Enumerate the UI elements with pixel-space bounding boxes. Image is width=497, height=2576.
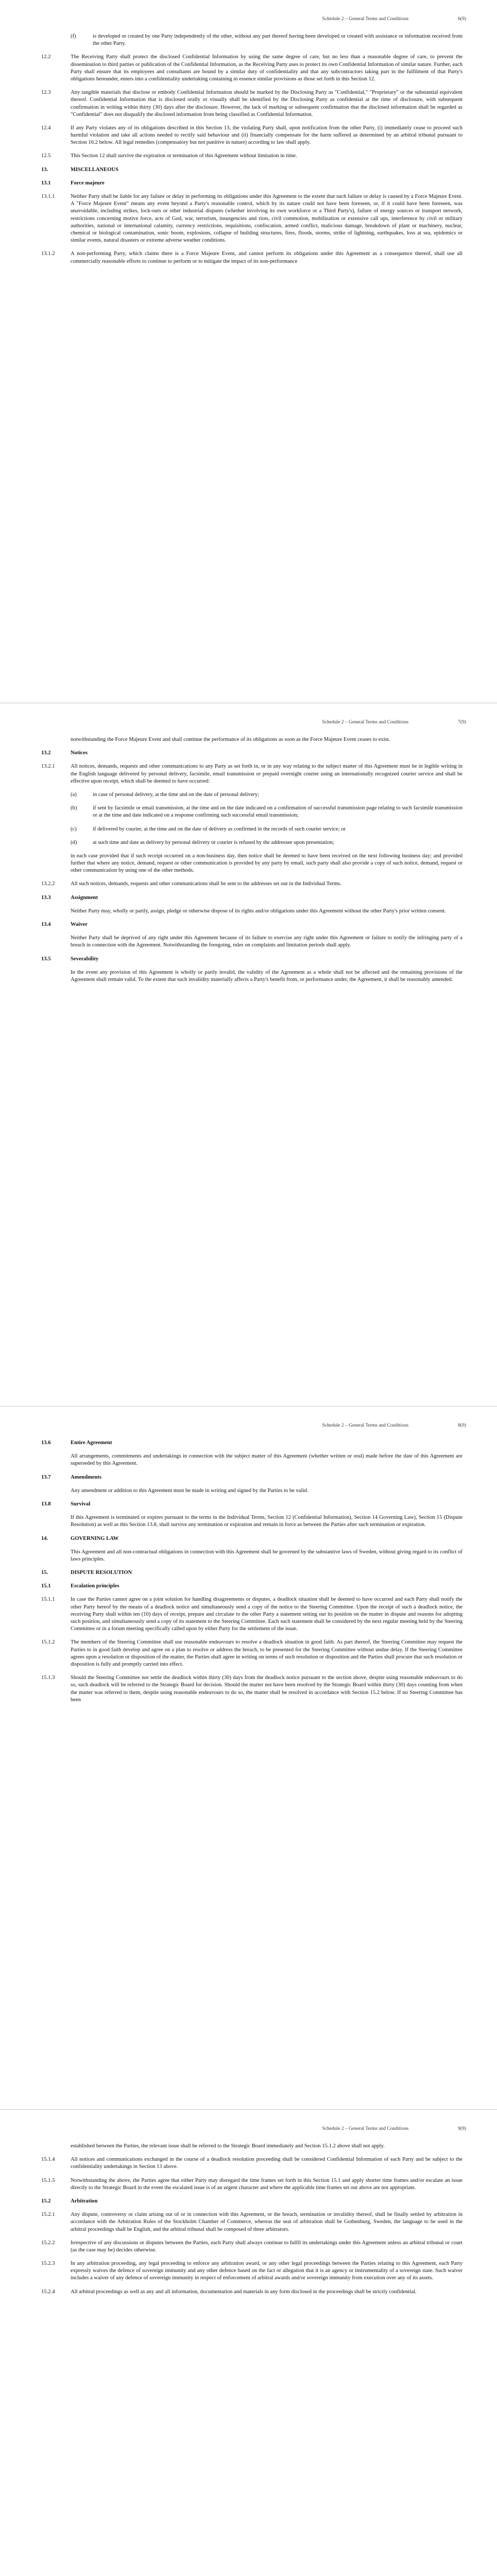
clause-number: 15.1.2 bbox=[41, 1639, 55, 1646]
section-heading bbox=[41, 1535, 462, 1543]
clause-paragraph bbox=[41, 193, 462, 244]
clause-paragraph bbox=[41, 1596, 462, 1633]
clause-text: Irrespective of any discussions or disputes between the Parties, each Party shall always continue to fulfil its undertakings under this Agreement unless an arbitral tribunal or court (as the case may be) decides otherwise. bbox=[71, 2240, 462, 2253]
page-body bbox=[41, 1439, 462, 1710]
list-item bbox=[71, 805, 462, 819]
clause-text: is developed or created by one Party independently of the other, without any part thereof having been developed or created with assistance or information received from the other Party. bbox=[93, 33, 462, 47]
clause-text: If this Agreement is terminated or expires pursuant to the terms in the Individual Terms, Section 12 (Confidential Information), Section 14 Governing Law), Section 15 (Dispute Resolution) as well as this Section 13.8, shall survive any termination or expiration and remain in force as between the Parties after such termination or expiration. bbox=[71, 1515, 462, 1528]
clause-text: MISCELLANEOUS bbox=[71, 166, 119, 173]
clause-heading bbox=[41, 1474, 462, 1481]
clause-heading bbox=[41, 894, 462, 902]
page bbox=[0, 703, 497, 1406]
clause-paragraph bbox=[41, 125, 462, 147]
clause-paragraph bbox=[41, 2143, 462, 2150]
clause-number: (a) bbox=[71, 791, 77, 798]
clause-number: (d) bbox=[71, 839, 77, 845]
page bbox=[0, 0, 497, 703]
clause-heading bbox=[41, 1501, 462, 1508]
clause-text: Survival bbox=[71, 1501, 91, 1507]
clause-text: All arrangements, commitments and undertakings in connection with the subject matter of this Agreement (whether written or oral) made before the date of this Agreement are superseded by this Agreement. bbox=[71, 1453, 462, 1467]
clause-text: In the event any provision of this Agreement is wholly or partly invalid, the validity of the Agreement as a whole shall not be affected and the remaining provisions of the Agreement shall remain valid. To the extent that such invalidity materially affects a Party's benefit from, or performance under, the Agreement, it shall be reasonably amended. bbox=[71, 969, 462, 982]
clause-text: Notwithstanding the above, the Parties agree that either Party may disregard the time frames set forth in this Section 15.1 and apply shorter time frames and/or escalate an issue directly to the Strategic Board in the event the escalated issue is of an urgent character and where the applicable time frames set out above are not appropriate. bbox=[71, 2177, 462, 2191]
clause-paragraph bbox=[41, 880, 462, 888]
clause-paragraph bbox=[41, 2211, 462, 2233]
clause-text: at such time and date as delivery by personal delivery or courier is refused by the addressee upon presentation; bbox=[93, 839, 334, 845]
clause-text: Waiver bbox=[71, 922, 88, 927]
clause-number: 13.6 bbox=[41, 1440, 51, 1446]
clause-paragraph bbox=[41, 908, 462, 915]
clause-text: Neither Party shall be deprived of any right under this Agreement because of its failure to exercise any right under this Agreement or failure to notify the infringing party of a breach in connection with the Agreement. Notwithstanding the foregoing, rules on complaints and limitation periods shall apply. bbox=[71, 935, 462, 948]
clause-text: Notices bbox=[71, 750, 88, 756]
header-title: Schedule 2 – General Terms and Conditions bbox=[322, 16, 409, 22]
clause-text: GOVERNING LAW bbox=[71, 1535, 119, 1541]
clause-text: Entire Agreement bbox=[71, 1440, 112, 1446]
clause-text: All arbitral proceedings as well as any and all information, documentation and materials in any form disclosed in the proceedings shall be strictly confidential. bbox=[71, 2289, 417, 2295]
clause-number: 13. bbox=[41, 166, 48, 173]
clause-number: 12.2 bbox=[41, 54, 51, 60]
clause-paragraph bbox=[41, 2260, 462, 2282]
clause-paragraph bbox=[41, 250, 462, 265]
clause-paragraph bbox=[41, 1487, 462, 1495]
clause-text: In case the Parties cannot agree on a joint solution for handling disagreements or disputes, a deadlock situation shall be deemed to have occurred and each Party shall notify the other Party hereof by the means of a deadlock notice and simultaneously send a copy of the notice to the Steering Committee. Upon the receipt of such a deadlock notice, the receiving Party shall within ten (10) days of receipt, prepare and circulate to the other Party a statement setting out its position on the matter in dispute and reasons for adopting such position, and simultaneously send a copy of its statement to the Steering Committee. Each such statement shall be considered by the next regular meeting held by the Steering Committee or in a forum meeting specifically called upon by either Party for the settlement of the issue. bbox=[71, 1597, 462, 1632]
page-body bbox=[41, 736, 462, 990]
header-title: Schedule 2 – General Terms and Conditions bbox=[322, 1423, 409, 1428]
clause-text: The Receiving Party shall protect the disclosed Confidential Information by using the same degree of care, but no less than a reasonable degree of care, to prevent the dissemination to third parties or publication of the Confidential Information, as the Receiving Party uses to protect its own Confidential Information of similar nature. Further, each Party shall ensure that its employees and consultants are bound by a similar duty of confidentiality and that any subcontractors taking part in the fulfilment of that Party's obligations hereunder, enters into a confidentiality undertaking containing in essence similar provisions as those set forth in this Section 12. bbox=[71, 54, 462, 82]
clause-number: 15. bbox=[41, 1570, 48, 1576]
page-number: 9(9) bbox=[458, 2126, 466, 2131]
clause-paragraph bbox=[41, 1639, 462, 1668]
clause-number: 15.2.3 bbox=[41, 2261, 55, 2267]
header-title: Schedule 2 – General Terms and Conditions bbox=[322, 720, 409, 725]
clause-text: All such notices, demands, requests and other communications shall be sent to the addresses set out in the Individual Terms. bbox=[71, 881, 341, 887]
clause-text: Neither Party may, wholly or partly, assign, pledge or otherwise dispose of its rights and/or obligations under this Agreement without the other Party's prior written consent. bbox=[71, 908, 446, 914]
clause-paragraph bbox=[41, 763, 462, 785]
clause-paragraph bbox=[41, 935, 462, 949]
clause-number: 15.2.1 bbox=[41, 2212, 55, 2218]
header-title: Schedule 2 – General Terms and Conditions bbox=[322, 2126, 409, 2131]
page-header bbox=[322, 16, 466, 22]
page-header bbox=[322, 720, 466, 725]
clause-heading bbox=[41, 750, 462, 757]
clause-text: Any amendment or addition to this Agreement must be made in writing and signed by the Parties to be valid. bbox=[71, 1487, 309, 1494]
clause-number: 13.2.2 bbox=[41, 881, 55, 887]
page-header bbox=[322, 1423, 466, 1428]
clause-heading bbox=[41, 921, 462, 928]
clause-heading bbox=[41, 1439, 462, 1447]
section-heading bbox=[41, 166, 462, 174]
page-header bbox=[322, 2126, 466, 2131]
clause-number: (f) bbox=[71, 33, 76, 39]
clause-number: 12.4 bbox=[41, 125, 51, 131]
clause-heading bbox=[41, 956, 462, 963]
clause-text: Amendments bbox=[71, 1474, 102, 1480]
clause-number: 13.2.1 bbox=[41, 764, 55, 770]
clause-text: If any Party violates any of its obligations described in this Section 13, the violating Party shall, upon notification from the other Party, (i) immediately cease to proceed such harmful violation and take all actions needed to rectify said behaviour and (ii) financially compensate for the harm suffered as determined by an arbitral tribunal pursuant to Section 16.2 below. All legal remedies (compensatory but not punitive in nature) according to law shall apply. bbox=[71, 125, 462, 146]
clause-paragraph bbox=[41, 2240, 462, 2254]
clause-text: A non-performing Party, which claims there is a Force Majeure Event, and cannot perform its obligations under this Agreement as a consequence thereof, shall use all commercially reasonable efforts to continue to perform or to mitigate the impact of its non-performance bbox=[71, 251, 462, 264]
clause-text: This Section 12 shall survive the expiration or termination of this Agreement without limitation in time. bbox=[71, 153, 297, 159]
list-item bbox=[71, 839, 462, 846]
clause-number: 13.1 bbox=[41, 180, 51, 186]
clause-number: 12.5 bbox=[41, 153, 51, 159]
clause-text: Force majeure bbox=[71, 180, 105, 186]
clause-number: (c) bbox=[71, 826, 77, 832]
clause-number: 15.1.3 bbox=[41, 1675, 55, 1681]
clause-text: in each case provided that if such receipt occurred on a non-business day, then notice shall be deemed to have been received on the next following business day; and provided further that where any notice, demand, request or other communication is provided by any party by email, such party shall also provide a copy of such notice, demand, request or other communication by using one of the other methods. bbox=[71, 853, 462, 874]
section-heading bbox=[41, 1569, 462, 1577]
clause-text: Any dispute, controversy or claim arising out of or in connection with this Agreement, or the breach, termination or invalidity thereof, shall be finally settled by arbitration in accordance with the Arbitration Rules of the Stockholm Chamber of Commerce, whereas the seat of arbitration shall be Gothenburg, Sweden, the language to be used in the arbitral proceedings shall be English, and the arbitral tribunal shall be composed of three arbitrators. bbox=[71, 2212, 462, 2232]
clause-text: Any tangible materials that disclose or embody Confidential Information should be marked by the Disclosing Party as "Confidential," "Proprietary" or the substantial equivalent thereof. Confidential Information that is disclosed orally or visually shall be identified by the Disclosing Party as confidential at the time of disclosure, with subsequent confirmation in writing within thirty (30) days after the disclosure. However, the lack of marking or subsequent confirmation that the disclosed information shall be regarded as "Confidential" does not disqualify the disclosed information from being classified as Confidential Information. bbox=[71, 90, 462, 117]
clause-text: established between the Parties, the relevant issue shall be referred to the Strategic Board immediately and Section 15.1.2 above shall not apply. bbox=[71, 2143, 385, 2149]
list-item bbox=[71, 791, 462, 799]
clause-number: 15.2.2 bbox=[41, 2240, 55, 2246]
page bbox=[0, 2110, 497, 2576]
clause-heading bbox=[41, 180, 462, 187]
clause-paragraph bbox=[41, 2177, 462, 2192]
page-body bbox=[41, 2143, 462, 2302]
clause-text: Neither Party shall be liable for any failure or delay in performing its obligations under this Agreement to the extent that such failure or delay is caused by a Force Majeure Event. A "Force Majeure Event" means any event beyond a Party's reasonable control, which by its nature could not have been foreseen, or, if it could have been foreseen, was unavoidable, including strikes, lock-outs or other industrial disputes (whether involving its own workforce or a Third Party's), failure of energy sources or transport network, restrictions concerning motive force, acts of God, war, terrorism, insurgencies and riots, civil commotion, mobilization or extensive call ups, interference by civil or military authorities, national or international calamity, currency restrictions, requisitions, confiscation, armed conflict, malicious damage, breakdown of plant or machinery, nuclear, chemical or biological contamination, sonic boom, explosions, collapse of building structures, fires, floods, storms, strike of lightning, earthquakes, loss at sea, epidemics or similar events, natural disasters or extreme adverse weather conditions. bbox=[71, 194, 462, 244]
list-item bbox=[71, 33, 462, 47]
clause-number: 13.2 bbox=[41, 750, 51, 756]
clause-number: (b) bbox=[71, 805, 77, 811]
clause-number: 13.1.2 bbox=[41, 251, 55, 257]
clause-text: The members of the Steering Committee shall use reasonable endeavours to resolve a deadlock situation in good faith. As part thereof, the Steering Committee may request the Parties to in good faith develop and agree on a plan to resolve or address the breach, to be presented for the Steering Committee without undue delay. If the Steering Committee agrees upon a resolution or disposition of the matter, the Parties shall agree in writing on terms of such resolution or disposition and the Parties shall procure that such resolution or disposition is fully and promptly carried into effect. bbox=[71, 1639, 462, 1667]
clause-paragraph bbox=[41, 969, 462, 984]
page-number: 6(9) bbox=[458, 16, 466, 22]
clause-text: if sent by facsimile or email transmission, at the time and on the date indicated on a confirmation of successful transmission page relating to such facsimile transmission or at the time and date indicated on a response confirming such successful email transmission; bbox=[93, 805, 462, 819]
clause-number: 13.3 bbox=[41, 894, 51, 901]
clause-text: Escalation principles bbox=[71, 1583, 119, 1589]
clause-text: DISPUTE RESOLUTION bbox=[71, 1570, 132, 1576]
clause-number: 15.2.4 bbox=[41, 2289, 55, 2295]
clause-heading bbox=[41, 2198, 462, 2205]
clause-paragraph bbox=[41, 1514, 462, 1529]
clause-number: 12.3 bbox=[41, 90, 51, 96]
clause-text: in case of personal delivery, at the time and on the date of personal delivery; bbox=[93, 791, 260, 798]
page-body bbox=[41, 33, 462, 272]
clause-text: Assignment bbox=[71, 894, 98, 901]
clause-paragraph bbox=[41, 2289, 462, 2296]
clause-number: 13.1.1 bbox=[41, 194, 55, 199]
clause-number: 13.7 bbox=[41, 1474, 51, 1480]
clause-text: In any arbitration proceeding, any legal proceeding to enforce any arbitration award, or any other legal proceedings between the Parties relating to this Agreement, each Party expressly waives the defence of sovereign immunity and any other defence based on the fact or allegation that it is an agency or instrumentality of a sovereign state. Such waiver includes a waiver of any defence of sovereign immunity in respect of enforcement of arbitral awards and/or sovereign immunity from execution over any of its assets. bbox=[71, 2261, 462, 2281]
page-number: 8(9) bbox=[458, 1423, 466, 1428]
clause-number: 15.1.4 bbox=[41, 2157, 55, 2163]
clause-number: 15.2 bbox=[41, 2198, 51, 2204]
clause-paragraph bbox=[41, 1674, 462, 1704]
clause-text: notwithstanding the Force Majeure Event and shall continue the performance of its obligations as soon as the Force Majeure Event ceases to exist. bbox=[71, 737, 390, 742]
clause-number: 14. bbox=[41, 1535, 48, 1541]
clause-paragraph bbox=[41, 152, 462, 160]
page-number: 7(9) bbox=[458, 720, 466, 725]
clause-number: 13.5 bbox=[41, 956, 51, 962]
clause-text: All notices, demands, requests and other communications to any Party as set forth in, or in any way relating to the subject matter of this Agreement must be in legible writing in the English language delivered by personal delivery, facsimile, email transmission or prepaid overnight courier using an internationally recognized courier service and shall be effective upon receipt, which shall be deemed to have occurred: bbox=[71, 764, 462, 784]
clause-number: 15.1.1 bbox=[41, 1597, 55, 1603]
clause-text: Arbitration bbox=[71, 2198, 98, 2204]
clause-number: 15.1 bbox=[41, 1583, 51, 1589]
clause-text: Should the Steering Committee not settle the deadlock within thirty (30) days from the deadlock notice pursuant to the section above, despite using reasonable endeavours to do so, such deadlock will be referred to the Strategic Board for decision. Should the matter not have been resolved by the Strategic Board within thirty (30) days counting from when the matter was referred to them, despite using reasonable endeavours to do so, the matter shall be resolved in accordance with Section 15.2 below. If no Steering Committee has been bbox=[71, 1675, 462, 1703]
clause-paragraph bbox=[41, 853, 462, 875]
clause-number: 13.8 bbox=[41, 1501, 51, 1507]
clause-number: 15.1.5 bbox=[41, 2177, 55, 2183]
clause-paragraph bbox=[41, 1549, 462, 1563]
page bbox=[0, 1406, 497, 2110]
clause-paragraph bbox=[41, 2156, 462, 2171]
list-item bbox=[71, 826, 462, 833]
clause-paragraph bbox=[41, 89, 462, 118]
clause-text: All notices and communications exchanged in the course of a deadlock resolution proceeding shall be considered Confidential Information of each Party and be subject to the confidentiality undertakings in Section 13 above. bbox=[71, 2157, 462, 2170]
clause-paragraph bbox=[41, 54, 462, 83]
clause-heading bbox=[41, 1583, 462, 1590]
clause-paragraph bbox=[41, 1453, 462, 1467]
clause-number: 13.4 bbox=[41, 922, 51, 927]
clause-text: if delivered by courier, at the time and on the date of delivery as confirmed in the records of such courier service; or bbox=[93, 826, 346, 832]
clause-text: Severability bbox=[71, 956, 99, 962]
clause-paragraph bbox=[41, 736, 462, 743]
clause-text: This Agreement and all non-contractual obligations in connection with this Agreement shall be governed by the substantive laws of Sweden, without giving regard to its conflict of laws principles. bbox=[71, 1549, 462, 1562]
